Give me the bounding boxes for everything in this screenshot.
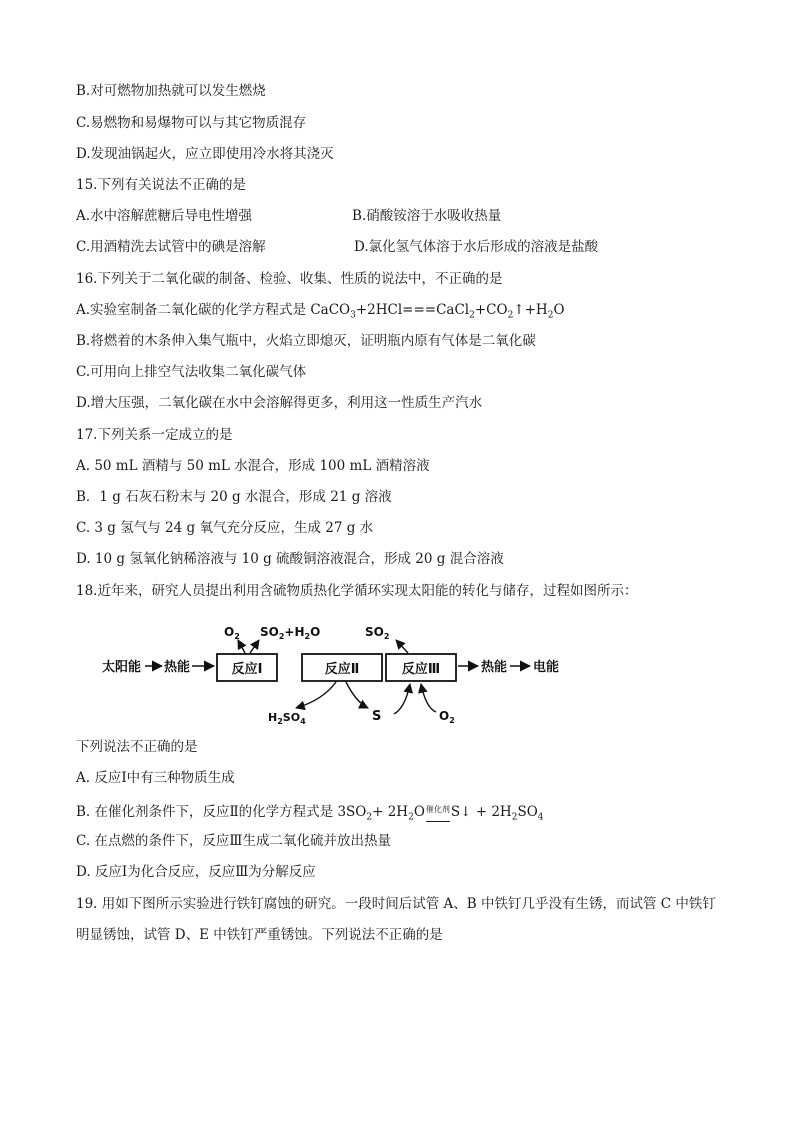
q16-option-d: D.增大压强，二氧化碳在水中会溶解得更多，利用这一性质生产汽水 [76, 395, 483, 411]
electric-energy-label: 电能 [533, 660, 560, 675]
reaction-1-label: 反应Ⅰ [231, 662, 263, 677]
catalyst-condition: 催化剂 [426, 801, 450, 819]
q15-option-a: A.水中溶解蔗糖后导电性增强 [76, 208, 253, 224]
q15-option-c: C.用酒精洗去试管中的碘是溶解 [76, 239, 266, 255]
q17-option-c: C. 3 g 氢气与 24 g 氧气充分反应，生成 27 g 水 [76, 520, 374, 536]
q18-option-c: C. 在点燃的条件下，反应Ⅲ生成二氧化硫并放出热量 [76, 833, 391, 849]
q18-option-b: B. 在催化剂条件下，反应Ⅱ的化学方程式是 $3SO_2+ 2H_2O$催化剂S↓ + $2H_2SO_4$ [76, 801, 544, 827]
q17-option-a: A. 50 mL 酒精与 50 mL 水混合，形成 100 mL 酒精溶液 [76, 458, 430, 474]
heat-energy-in-label: 热能 [164, 660, 191, 675]
arrow-r2-to-s [346, 682, 368, 708]
heat-energy-out-label: 热能 [481, 660, 508, 675]
q19-stem-line-2: 明显锈蚀，试管 D、E 中铁钉严重锈蚀。下列说法不正确的是 [76, 927, 443, 943]
q17-option-d: D. 10 g 氢氧化钠稀溶液与 10 g 硫酸铜溶液混合，形成 20 g 混合溶液 [76, 551, 504, 567]
q16-option-b: B.将燃着的木条伸入集气瓶中，火焰立即熄灭，证明瓶内原有气体是二氧化碳 [76, 333, 536, 349]
solar-energy-label: 太阳能 [102, 660, 142, 675]
q18-option-a: A. 反应Ⅰ中有三种物质生成 [76, 770, 235, 786]
q16-stem: 16.下列关于二氧化碳的制备、检验、收集、性质的说法中，不正确的是 [76, 271, 503, 287]
o2-top-label: $O_2$ [224, 625, 240, 641]
arrow-r1-to-o2 [238, 640, 245, 653]
q15-stem: 15.下列有关说法不正确的是 [76, 177, 246, 193]
so2-r3-label: $SO_2$ [365, 625, 390, 641]
q18-option-d: D. 反应Ⅰ为化合反应，反应Ⅲ为分解反应 [76, 864, 316, 880]
q14-option-b: B.对可燃物加热就可以发生燃烧 [76, 83, 266, 99]
q17-stem: 17.下列关系一定成立的是 [76, 427, 233, 443]
q19-stem-line-1: 19. 用如下图所示实验进行铁钉腐蚀的研究。一段时间后试管 A、B 中铁钉几乎没有生锈，而试管 C 中铁钉 [76, 896, 716, 912]
arrow-o2-to-r3 [421, 684, 436, 712]
arrow-r1-to-so2-h2o [250, 640, 259, 653]
q14-option-d: D.发现油锅起火，应立即使用冷水将其浇灭 [76, 146, 334, 162]
q18-stem: 18.近年来，研究人员提出利用含硫物质热化学循环实现太阳能的转化与储存，过程如图所示： [76, 583, 638, 599]
q14-option-c: C.易燃物和易爆物可以与其它物质混存 [76, 115, 307, 131]
q18-cycle-diagram [98, 622, 678, 726]
o2-bottom-label: $O_2$ [439, 709, 455, 725]
q15-option-d: D.氯化氢气体溶于水后形成的溶液是盐酸 [354, 239, 599, 255]
q18-prompt: 下列说法不正确的是 [76, 739, 198, 755]
arrow-r3-to-so2 [396, 640, 408, 653]
q16-option-a: A.实验室制备二氧化碳的化学方程式是 $CaCO_3+2HCl===CaCl_2+CO_2↑+H_2O$ [76, 302, 565, 321]
arrow-r2-to-h2so4 [296, 682, 336, 708]
h2so4-label: $H_2SO_4$ [268, 711, 306, 726]
q17-option-b: B．1 g 石灰石粉末与 20 g 水混合，形成 21 g 溶液 [76, 489, 392, 505]
reaction-3-label: 反应Ⅲ [401, 662, 441, 677]
so2-h2o-label: $SO_2+H_2O$ [260, 625, 321, 641]
arrow-s-to-r3 [394, 684, 410, 714]
q16-option-c: C.可用向上排空气法收集二氧化碳气体 [76, 364, 307, 380]
sulfur-label: S [372, 709, 382, 724]
q15-option-b: B.硝酸铵溶于水吸收热量 [352, 208, 502, 224]
reaction-2-label: 反应Ⅱ [324, 662, 360, 677]
